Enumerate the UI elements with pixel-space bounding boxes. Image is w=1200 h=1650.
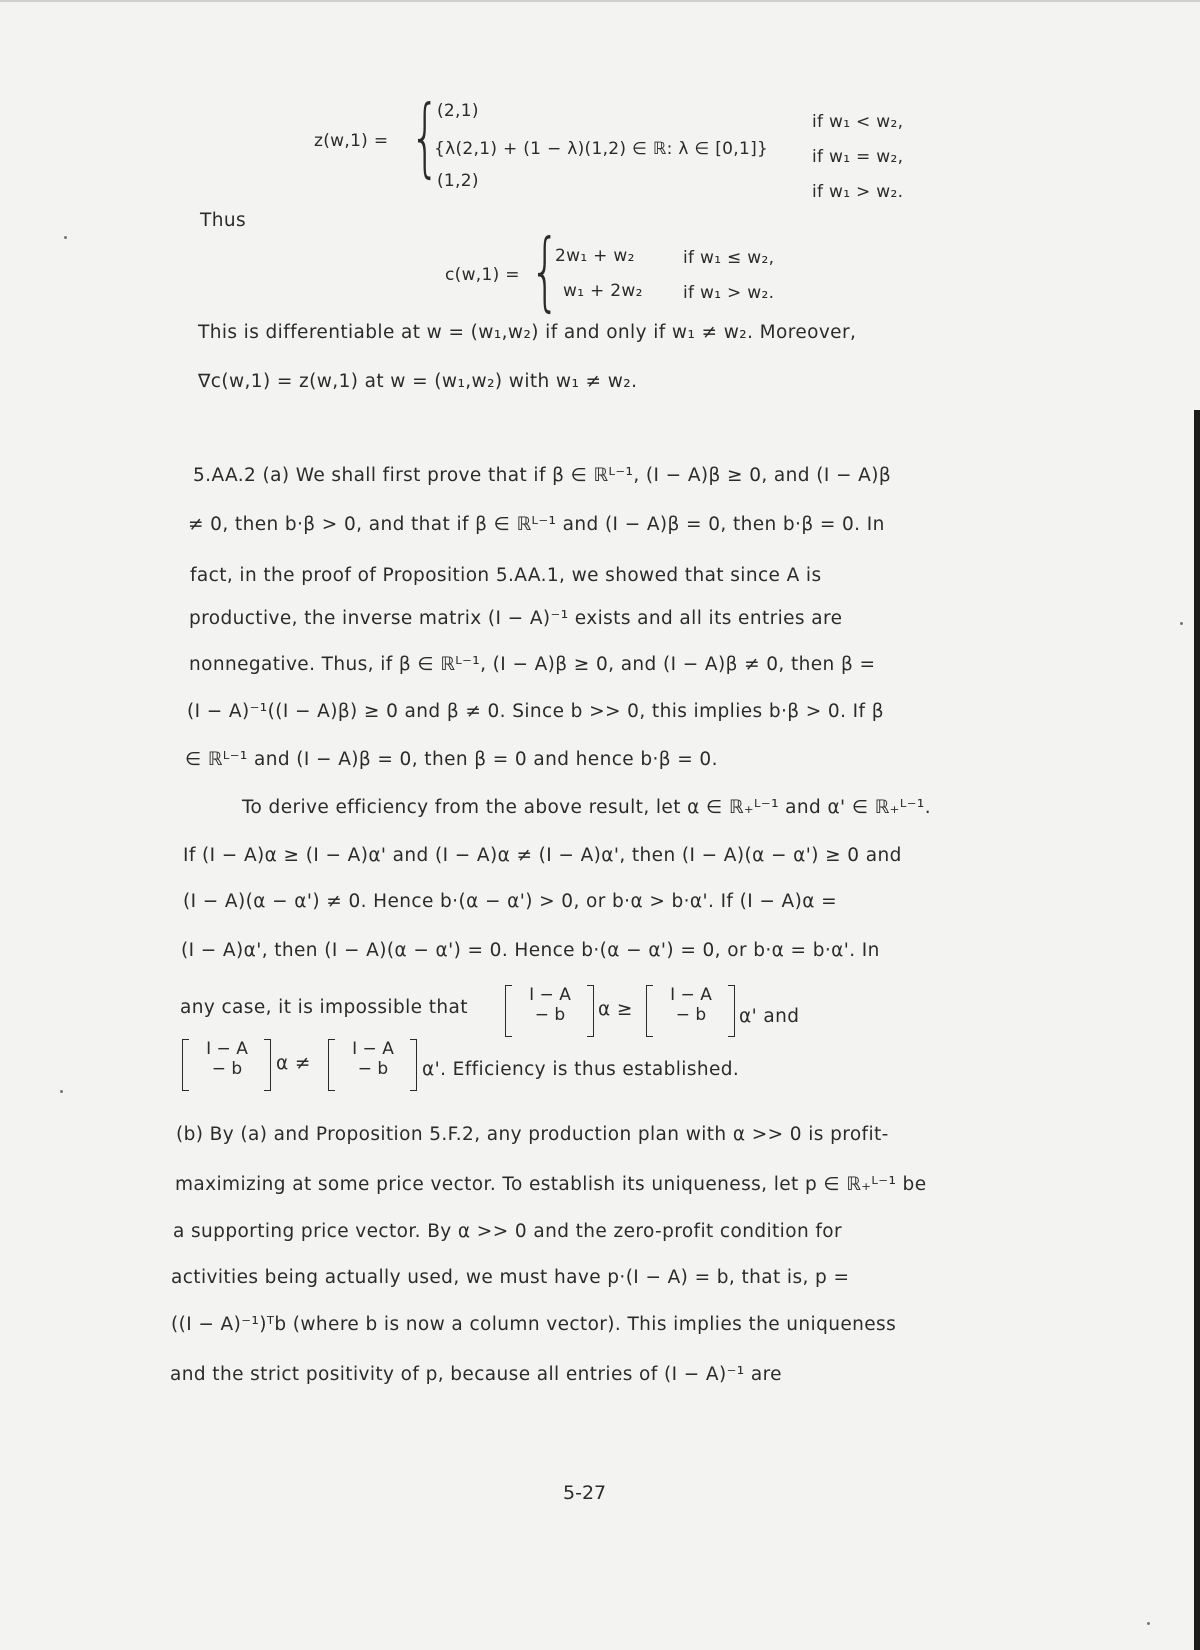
page-number: 5-27 (563, 1482, 607, 1504)
part-a-line: productive, the inverse matrix (I − A)⁻¹ exists and all its entries are (189, 608, 843, 629)
efficiency-line-5-mid: α ≥ (598, 999, 633, 1020)
matrix-top: I − A (670, 985, 712, 1005)
matrix-left-bracket (646, 985, 653, 1037)
z-eq-cond2: if w₁ = w₂, (812, 147, 904, 167)
scan-right-border (1194, 410, 1200, 1650)
matrix-left-bracket (505, 985, 512, 1037)
matrix-left-bracket (182, 1039, 189, 1091)
efficiency-line: If (I − A)α ≥ (I − A)α' and (I − A)α ≠ (I − A)α', then (I − A)(α − α') ≥ 0 and (183, 845, 902, 866)
z-eq-lhs: z(w,1) = (314, 131, 389, 151)
matrix-i-minus-a-b (338, 1039, 408, 1079)
efficiency-line-6-end: α'. Efficiency is thus established. (422, 1059, 740, 1080)
part-a-line: ∈ ℝᴸ⁻¹ and (I − A)β = 0, then β = 0 and hence b·β = 0. (185, 749, 718, 770)
matrix-i-minus-a-b (515, 985, 585, 1025)
thus-label: Thus (200, 210, 246, 231)
matrix-right-bracket (264, 1039, 271, 1091)
matrix-top: I − A (352, 1039, 394, 1059)
c-eq-cond2: if w₁ > w₂. (683, 283, 775, 303)
matrix-bottom: − b (534, 1005, 566, 1025)
part-b-line: (b) By (a) and Proposition 5.F.2, any production plan with α >> 0 is profit- (176, 1124, 889, 1145)
scan-speck (60, 1090, 63, 1093)
c-eq-case2: w₁ + 2w₂ (563, 281, 643, 301)
efficiency-line-6-mid: α ≠ (276, 1053, 311, 1074)
z-eq-case2: {λ(2,1) + (1 − λ)(1,2) ∈ ℝ: λ ∈ [0,1]} (434, 139, 769, 159)
z-eq-case1: (2,1) (437, 101, 479, 121)
part-a-line: fact, in the proof of Proposition 5.AA.1, we showed that since A is (190, 565, 822, 586)
matrix-top: I − A (529, 985, 571, 1005)
part-a-line: ≠ 0, then b·β > 0, and that if β ∈ ℝᴸ⁻¹ and (I − A)β = 0, then b·β = 0. In (188, 514, 885, 535)
matrix-right-bracket (728, 985, 735, 1037)
efficiency-line: (I − A)(α − α') ≠ 0. Hence b·(α − α') > 0, or b·α > b·α'. If (I − A)α = (183, 891, 838, 912)
part-b-line: a supporting price vector. By α >> 0 and the zero-profit condition for (173, 1221, 842, 1242)
z-eq-cond3: if w₁ > w₂. (812, 182, 904, 202)
efficiency-line: (I − A)α', then (I − A)(α − α') = 0. Hence b·(α − α') = 0, or b·α = b·α'. In (181, 940, 880, 961)
part-b-line: activities being actually used, we must have p·(I − A) = b, that is, p = (171, 1267, 850, 1288)
efficiency-line: To derive efficiency from the above result, let α ∈ ℝ₊ᴸ⁻¹ and α' ∈ ℝ₊ᴸ⁻¹. (242, 797, 931, 818)
matrix-i-minus-a-b (656, 985, 726, 1025)
scan-speck (64, 236, 67, 239)
diff-line-1: This is differentiable at w = (w₁,w₂) if and only if w₁ ≠ w₂. Moreover, (198, 322, 857, 343)
top-edge (0, 0, 1200, 2)
efficiency-line-5-text: any case, it is impossible that (180, 997, 468, 1018)
part-b-line: and the strict positivity of p, because all entries of (I − A)⁻¹ are (170, 1364, 782, 1385)
c-eq-brace: { (530, 221, 561, 321)
matrix-bottom: − b (357, 1059, 389, 1079)
part-a-line: nonnegative. Thus, if β ∈ ℝᴸ⁻¹, (I − A)β ≥ 0, and (I − A)β ≠ 0, then β = (189, 654, 876, 675)
matrix-left-bracket (328, 1039, 335, 1091)
c-eq-cond1: if w₁ ≤ w₂, (683, 248, 775, 268)
matrix-right-bracket (410, 1039, 417, 1091)
part-b-line: maximizing at some price vector. To establish its uniqueness, let p ∈ ℝ₊ᴸ⁻¹ be (175, 1174, 927, 1195)
z-eq-case3: (1,2) (437, 171, 479, 191)
diff-line-2: ∇c(w,1) = z(w,1) at w = (w₁,w₂) with w₁ ≠ w₂. (198, 371, 638, 392)
scan-speck (1180, 622, 1183, 625)
z-eq-brace: { (410, 87, 441, 187)
scan-speck (1147, 1622, 1150, 1625)
part-a-line: (I − A)⁻¹((I − A)β) ≥ 0 and β ≠ 0. Since b >> 0, this implies b·β > 0. If β (187, 701, 884, 722)
z-eq-cond1: if w₁ < w₂, (812, 112, 904, 132)
c-eq-lhs: c(w,1) = (445, 265, 520, 285)
c-eq-case1: 2w₁ + w₂ (555, 246, 635, 266)
matrix-bottom: − b (211, 1059, 243, 1079)
matrix-top: I − A (206, 1039, 248, 1059)
matrix-bottom: − b (675, 1005, 707, 1025)
part-a-line: 5.AA.2 (a) We shall first prove that if β ∈ ℝᴸ⁻¹, (I − A)β ≥ 0, and (I − A)β (193, 465, 892, 486)
matrix-i-minus-a-b (192, 1039, 262, 1079)
matrix-right-bracket (587, 985, 594, 1037)
efficiency-line-5-end: α' and (739, 1006, 800, 1027)
part-b-line: ((I − A)⁻¹)ᵀb (where b is now a column vector). This implies the uniqueness (171, 1314, 897, 1335)
